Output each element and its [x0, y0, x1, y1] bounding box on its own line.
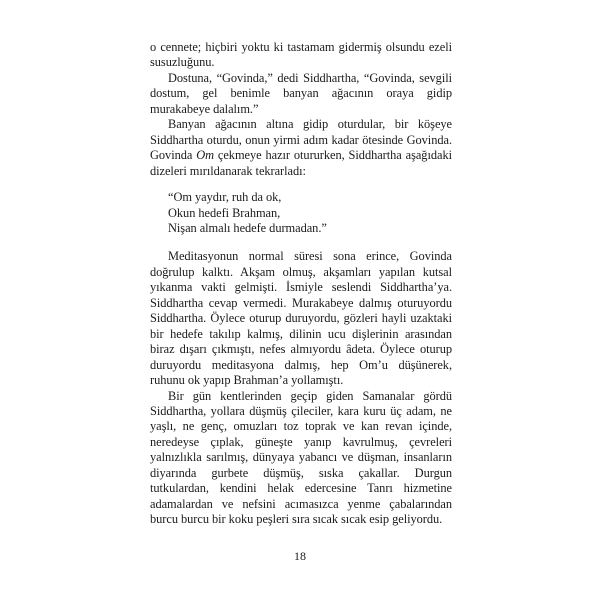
verse-line-1: “Om yaydır, ruh da ok, — [168, 190, 282, 205]
verse-block — [150, 190, 452, 236]
banyan-paragraph-text-part-2: çekmeye hazır otururken, Siddhartha aşağıdaki dizeleri mırıldanarak tekrarladı: — [150, 148, 452, 178]
italic-om: Om — [196, 148, 215, 163]
paragraph-meditation: Meditasyonun normal süresi sona erince, Govinda doğrulup kalktı. Akşam olmuş, akşamları yapılan kutsal yıkanma vakti gelmişti. İsmiyle seslendi Siddhartha’ya. Siddhartha cevap vermedi. Murakabeye dalmış oturuyordu Siddhartha. Öylece oturup duruyordu, gözleri hayli uzaktaki bir hedefe takılıp kalmış, dilinin ucu dişlerinin arasından biraz dışarı çıkmıştı, nefes almıyordu âdeta. Öylece oturup duruyordu meditasyona dalmış, hep Om’u düşünerek, ruhunu ok yapıp Brahman’a yollamıştı. — [150, 249, 452, 388]
paragraph-banyan-tree — [150, 117, 452, 179]
paragraph-continued: o cennete; hiçbiri yoktu ki tastamam gidermiş olsundu ezeli susuzluğunu. — [150, 40, 452, 70]
page-body-text — [150, 40, 452, 528]
verse-line-2: Okun hedefi Brahman, — [168, 205, 281, 220]
paragraph-samanas: Bir gün kentlerinden geçip giden Samanalar gördü Siddhartha, yollara düşmüş çileciler, kara kuru üç adam, ne yaşlı, ne genç, omuzları toz toprak ve kan revan içinde, neredeyse çıplak, güneşte yanıp kavrulmuş, çevreleri yalnızlıkla sarılmış, dünyaya yabancı ve düşman, insanların diyarında gurbete düşmüş, sıska çakallar. Durgun tutkulardan, kendini helak edercesine Tanrı hizmetine adamalardan ve nefsini acımasızca yenme çabalarından burcu burcu bir koku peşleri sıra sıcak sıcak esip geliyordu. — [150, 388, 452, 527]
banyan-paragraph-text-part-1: Banyan ağacının altına gidip oturdular, bir köşeye Siddhartha oturdu, onun yirmi adım kadar ötesinde Govinda. Govinda — [150, 117, 452, 163]
verse-line-3: Nişan almalı hedefe durmadan.” — [168, 220, 327, 235]
paragraph-govinda-dialogue: Dostuna, “Govinda,” dedi Siddhartha, “Govinda, sevgili dostum, gel benimle banyan ağacının oraya gidip murakabeye dalalım.” — [150, 70, 452, 116]
page-number: 18 — [294, 549, 306, 563]
